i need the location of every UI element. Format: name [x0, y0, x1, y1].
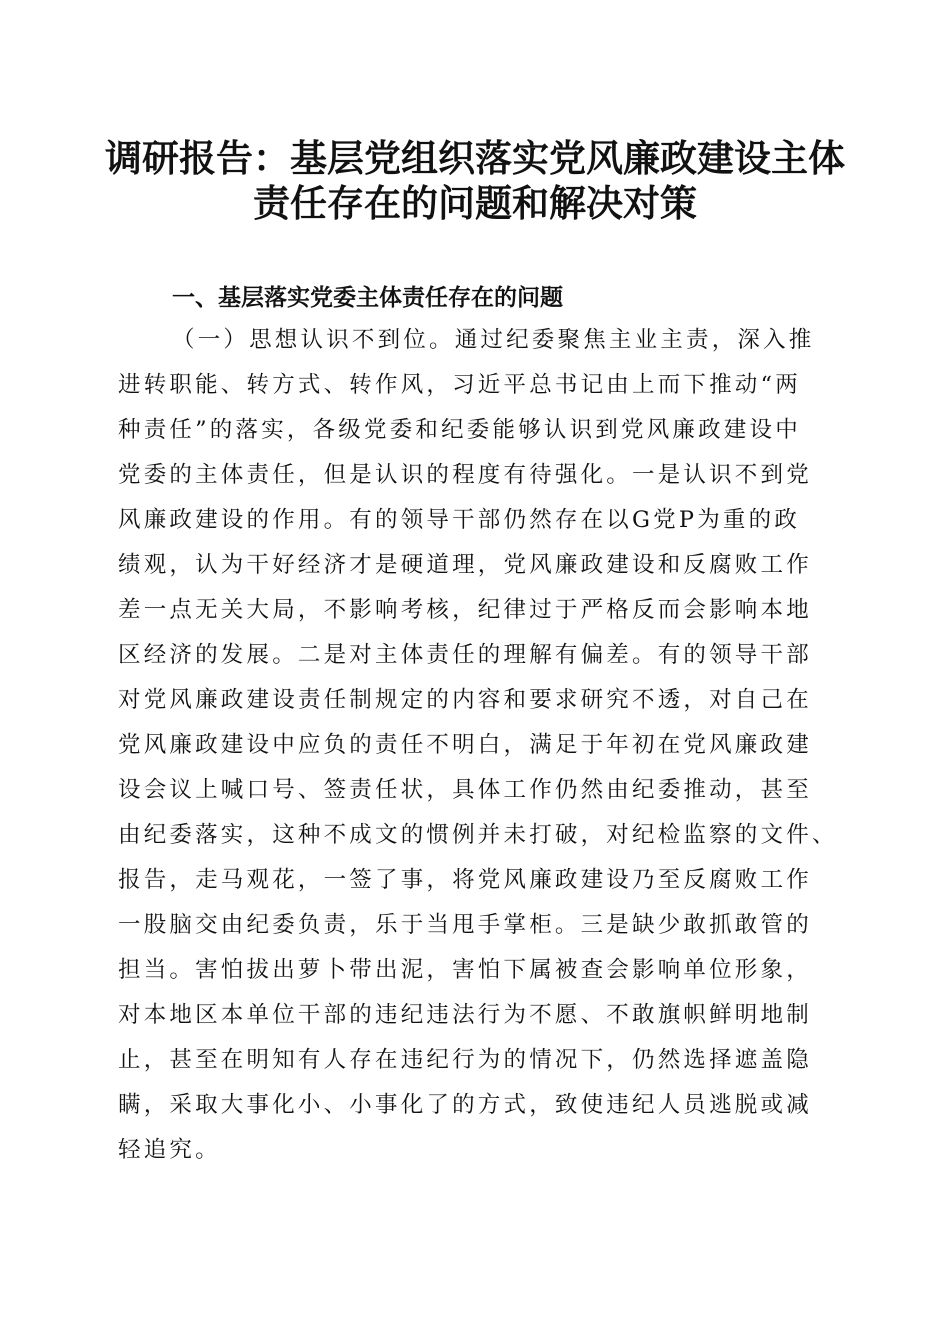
document-title-line-1: 调研报告：基层党组织落实党风廉政建设主体 [105, 136, 845, 180]
paragraph-line: 担当。害怕拔出萝卜带出泥，害怕下属被查会影响单位形象， [118, 957, 812, 983]
paragraph-line: 由纪委落实，这种不成文的惯例并未打破，对纪检监察的文件、 [118, 822, 838, 848]
paragraph-line: 绩观，认为干好经济才是硬道理，党风廉政建设和反腐败工作 [118, 552, 812, 578]
document-title-line-2: 责任存在的问题和解决对策 [253, 181, 697, 225]
paragraph-line: 对本地区本单位干部的违纪违法行为不愿、不敢旗帜鲜明地制 [118, 1002, 812, 1028]
paragraph-line: 报告，走马观花，一签了事，将党风廉政建设乃至反腐败工作 [118, 867, 812, 893]
paragraph-line: 区经济的发展。二是对主体责任的理解有偏差。有的领导干部 [118, 642, 812, 668]
paragraph-line: 设会议上喊口号、签责任状，具体工作仍然由纪委推动，甚至 [118, 777, 812, 803]
paragraph-line: 风廉政建设的作用。有的领导干部仍然存在以G党P为重的政 [118, 507, 801, 533]
paragraph-line: 差一点无关大局，不影响考核，纪律过于严格反而会影响本地 [118, 597, 812, 623]
paragraph-line: 对党风廉政建设责任制规定的内容和要求研究不透，对自己在 [118, 687, 812, 713]
paragraph-line: 党委的主体责任，但是认识的程度有待强化。一是认识不到党 [118, 462, 812, 488]
paragraph-line: 党风廉政建设中应负的责任不明白，满足于年初在党风廉政建 [118, 732, 812, 758]
paragraph-line: 轻追究。 [118, 1137, 221, 1163]
paragraph-line: 一股脑交由纪委负责，乐于当甩手掌柜。三是缺少敢抓敢管的 [118, 912, 812, 938]
paragraph-line: （一）思想认识不到位。通过纪委聚焦主业主责，深入推 [172, 327, 815, 353]
paragraph-line: 种责任”的落实，各级党委和纪委能够认识到党风廉政建设中 [118, 417, 801, 443]
paragraph-line: 瞒，采取大事化小、小事化了的方式，致使违纪人员逃脱或减 [118, 1092, 812, 1118]
section-heading: 一、基层落实党委主体责任存在的问题 [172, 285, 563, 311]
paragraph-line: 进转职能、转方式、转作风，习近平总书记由上而下推动“两 [118, 372, 801, 398]
paragraph-line: 止，甚至在明知有人存在违纪行为的情况下，仍然选择遮盖隐 [118, 1047, 812, 1073]
